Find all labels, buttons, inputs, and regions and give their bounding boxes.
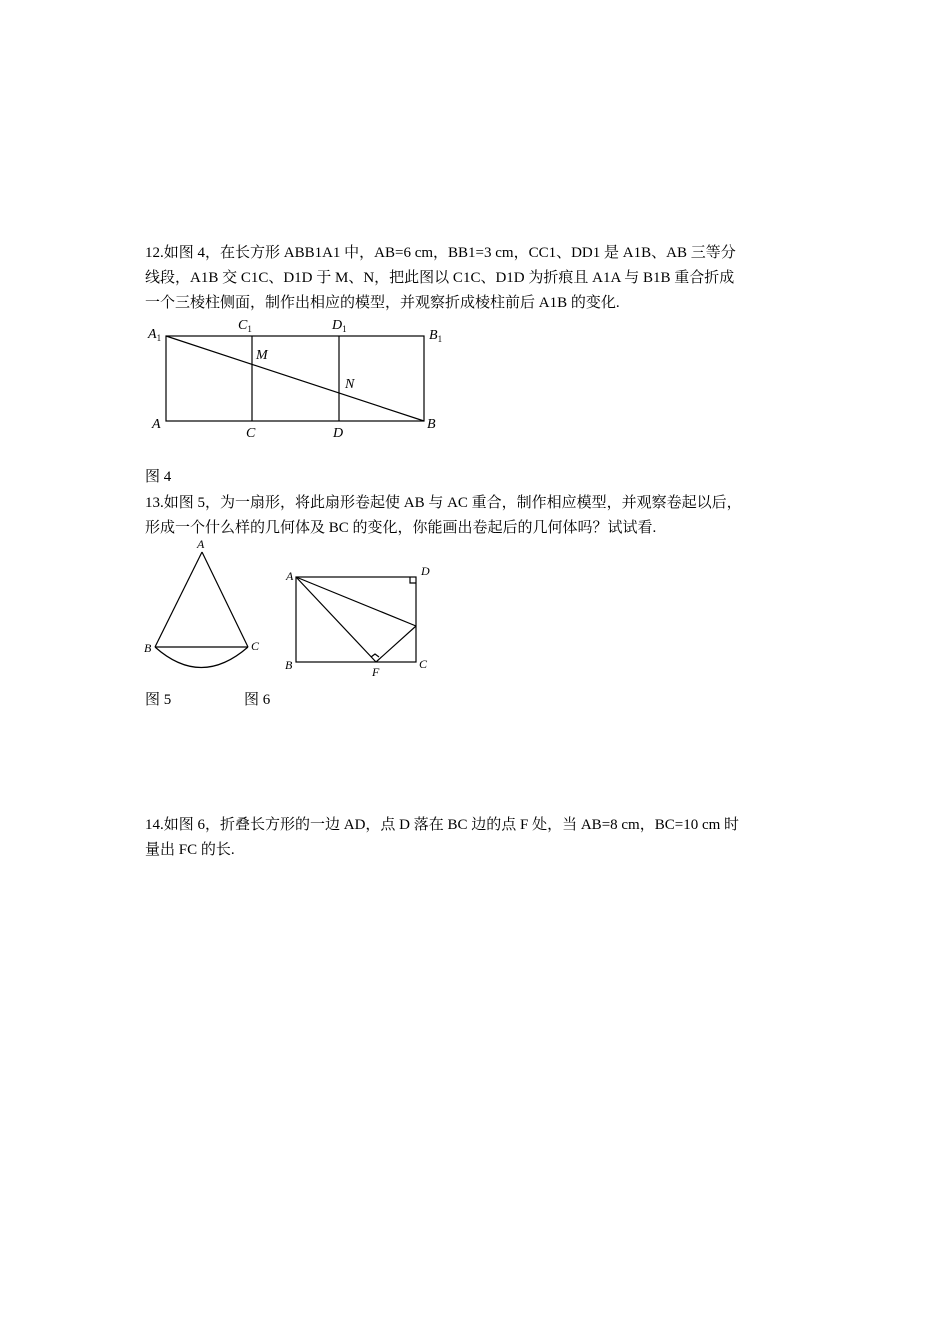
fig5-label-a: A	[197, 537, 205, 551]
fig4-label-b: B	[427, 417, 436, 432]
fig6-right-angle-f	[371, 654, 379, 657]
fig4-label-a1: $A_1$	[148, 327, 162, 343]
fig6-fold-ae	[296, 577, 416, 626]
fig5-label-b: B	[144, 641, 152, 655]
fig6-label-a: A	[286, 569, 294, 583]
fig5-side-ac	[202, 552, 248, 647]
fig6-right-angle-d	[410, 577, 416, 583]
fig6-label-f: F	[372, 665, 380, 679]
fig4-diagonal-a1b	[166, 336, 424, 421]
fig6-label-d: D	[421, 564, 430, 578]
problem-12-line-1: 12.如图 4，在长方形 ABB1A1 中，AB=6 cm，BB1=3 cm，CC1、DD1 是 A1B、AB 三等分	[145, 245, 736, 261]
figure-5-caption: 图 5	[145, 692, 172, 708]
problem-13	[145, 491, 815, 541]
fig5-label-c: C	[251, 639, 260, 653]
problem-14	[145, 813, 815, 863]
fig4-label-c: C	[246, 426, 256, 441]
problem-14-line-2: 量出 FC 的长.	[145, 842, 235, 858]
problem-13-line-2: 形成一个什么样的几何体及 BC 的变化，你能画出卷起后的几何体吗？试试看.	[145, 520, 657, 536]
problem-14-line-1: 14.如图 6，折叠长方形的一边 AD，点 D 落在 BC 边的点 F 处，当 AB=8 cm，BC=10 cm 时	[145, 817, 740, 833]
fig4-label-b1: $B_1$	[429, 328, 443, 344]
fig5-arc-bc	[155, 647, 248, 668]
fig5-side-ab	[155, 552, 202, 647]
fig4-label-d: D	[333, 426, 344, 441]
problem-12-line-2: 线段，A1B 交 C1C、D1D 于 M、N，把此图以 C1C、D1D 为折痕且 A1A 与 B1B 重合折成	[145, 270, 735, 286]
fig6-segment-af	[296, 577, 376, 662]
problem-12	[145, 241, 815, 316]
fig6-rectangle	[296, 577, 416, 662]
figure-4-caption: 图 4	[145, 469, 172, 485]
fig4-label-m: M	[256, 348, 268, 363]
fig6-label-c: C	[419, 657, 428, 671]
fig4-label-d1: $D_1$	[332, 318, 347, 334]
fig4-label-a: A	[152, 417, 161, 432]
figure-6-caption: 图 6	[244, 692, 271, 708]
problem-13-line-1: 13.如图 5，为一扇形，将此扇形卷起使 AB 与 AC 重合，制作相应模型，并观察卷起以后，	[145, 495, 742, 511]
problem-12-line-3: 一个三棱柱侧面，制作出相应的模型，并观察折成棱柱前后 A1B 的变化.	[145, 295, 620, 311]
fig4-label-c1: $C_1$	[238, 318, 252, 334]
fig4-rectangle	[166, 336, 424, 421]
fig6-segment-fe	[376, 626, 416, 662]
fig6-label-b: B	[285, 658, 293, 672]
fig4-label-n: N	[345, 377, 355, 392]
